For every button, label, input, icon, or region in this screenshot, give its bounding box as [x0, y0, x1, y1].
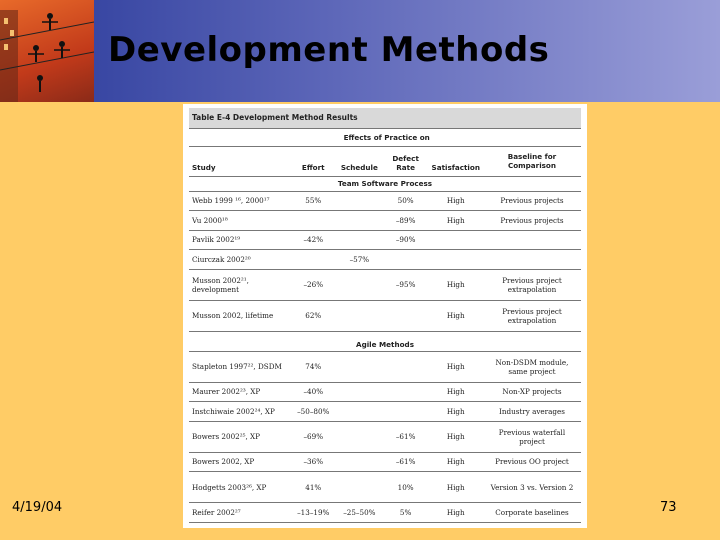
cell-satisfaction: High [429, 191, 483, 211]
cell-defect-rate [383, 402, 429, 422]
cell-effort: –36% [290, 452, 336, 472]
cell-effort: 41% [290, 472, 336, 503]
cell-study: Webb 1999 ¹⁶, 2000¹⁷ [189, 191, 290, 211]
development-method-results-table [183, 104, 587, 528]
table-row [189, 269, 581, 300]
cell-satisfaction: High [429, 300, 483, 331]
tightrope-walkers-icon [0, 0, 94, 102]
cell-baseline: Version 3 vs. Version 2 [483, 472, 581, 503]
section-row-tsp [189, 176, 581, 191]
cell-effort: –42% [290, 230, 336, 250]
cell-defect-rate: –95% [383, 269, 429, 300]
cell-baseline: Non-DSDM module, same project [483, 351, 581, 382]
cell-study: Hodgetts 2003²⁶, XP [189, 472, 290, 503]
cell-study: Vu 2000¹⁸ [189, 211, 290, 231]
page-title: Development Methods [108, 30, 550, 70]
table-row [189, 472, 581, 503]
cell-study: Reifer 2002²⁷ [189, 503, 290, 523]
cell-effort: –13–19% [290, 503, 336, 523]
column-header-defect-rate: Defect Rate [383, 146, 429, 176]
cell-baseline: Previous project extrapolation [483, 269, 581, 300]
cell-study: Musson 2002, lifetime [189, 300, 290, 331]
cell-satisfaction: High [429, 402, 483, 422]
cell-schedule [336, 421, 383, 452]
cell-defect-rate [383, 382, 429, 402]
cell-defect-rate: –61% [383, 452, 429, 472]
cell-schedule [336, 230, 383, 250]
cell-study: Bowers 2002²⁵, XP [189, 421, 290, 452]
cell-effort: –50–80% [290, 402, 336, 422]
cell-satisfaction: High [429, 269, 483, 300]
cell-effort: 74% [290, 351, 336, 382]
cell-baseline [483, 250, 581, 270]
cell-defect-rate: 50% [383, 191, 429, 211]
cell-defect-rate [383, 351, 429, 382]
column-header-effort: Effort [290, 146, 336, 176]
cell-baseline: Non-XP projects [483, 382, 581, 402]
cell-effort [290, 211, 336, 231]
effects-header: Effects of Practice on [290, 128, 482, 146]
cell-schedule [336, 382, 383, 402]
slide-header [0, 0, 720, 102]
column-header-study: Study [189, 146, 290, 176]
cell-satisfaction: High [429, 382, 483, 402]
slide-page-number: 73 [660, 500, 677, 515]
cell-defect-rate: 10% [383, 472, 429, 503]
section-title-agile: Agile Methods [189, 331, 581, 351]
cell-study: Bowers 2002, XP [189, 452, 290, 472]
cell-schedule [336, 351, 383, 382]
cell-schedule: –25–50% [336, 503, 383, 523]
cell-satisfaction: High [429, 472, 483, 503]
cell-satisfaction: High [429, 421, 483, 452]
table-row [189, 382, 581, 402]
column-header-baseline: Baseline for Comparison [483, 146, 581, 176]
table-row [189, 452, 581, 472]
column-header-row [189, 146, 581, 176]
cell-defect-rate: –89% [383, 211, 429, 231]
cell-schedule [336, 402, 383, 422]
cell-defect-rate [383, 300, 429, 331]
table-row [189, 250, 581, 270]
cell-schedule [336, 191, 383, 211]
cell-satisfaction: High [429, 452, 483, 472]
cell-baseline: Previous projects [483, 191, 581, 211]
table-row [189, 230, 581, 250]
cell-effort: 62% [290, 300, 336, 331]
cell-effort: –40% [290, 382, 336, 402]
cell-satisfaction: High [429, 503, 483, 523]
column-header-schedule: Schedule [336, 146, 383, 176]
cell-schedule [336, 269, 383, 300]
cell-study: Maurer 2002²³, XP [189, 382, 290, 402]
cell-baseline: Previous projects [483, 211, 581, 231]
cell-defect-rate: –61% [383, 421, 429, 452]
cell-schedule [336, 452, 383, 472]
cell-defect-rate: 5% [383, 503, 429, 523]
table-row [189, 351, 581, 382]
column-header-satisfaction: Satisfaction [429, 146, 483, 176]
cell-baseline: Previous OO project [483, 452, 581, 472]
table-row [189, 503, 581, 523]
cell-baseline [483, 230, 581, 250]
cell-baseline: Industry averages [483, 402, 581, 422]
cell-study: Stapleton 1997²², DSDM [189, 351, 290, 382]
cell-satisfaction: High [429, 211, 483, 231]
cell-baseline: Corporate baselines [483, 503, 581, 523]
cell-schedule [336, 472, 383, 503]
table-row [189, 421, 581, 452]
cell-study: Pavlik 2002¹⁹ [189, 230, 290, 250]
table-row [189, 191, 581, 211]
cell-satisfaction [429, 230, 483, 250]
table-caption-row [189, 108, 581, 128]
cell-study: Musson 2002²¹, development [189, 269, 290, 300]
cell-schedule [336, 300, 383, 331]
table-row [189, 402, 581, 422]
table-caption: Table E-4 Development Method Results [189, 108, 581, 128]
cell-satisfaction: High [429, 351, 483, 382]
cell-effort [290, 250, 336, 270]
section-row-agile [189, 331, 581, 351]
cell-defect-rate [383, 250, 429, 270]
cell-baseline: Previous waterfall project [483, 421, 581, 452]
cell-effort: –26% [290, 269, 336, 300]
cell-schedule [336, 211, 383, 231]
cell-satisfaction [429, 250, 483, 270]
slide-date: 4/19/04 [12, 500, 63, 515]
table-row [189, 211, 581, 231]
cell-baseline: Previous project extrapolation [483, 300, 581, 331]
cell-schedule: –57% [336, 250, 383, 270]
cell-study: Ciurczak 2002²⁰ [189, 250, 290, 270]
cell-effort: –69% [290, 421, 336, 452]
cell-effort: 55% [290, 191, 336, 211]
results-table [189, 108, 581, 523]
cell-study: Instchiwaie 2002²⁴, XP [189, 402, 290, 422]
cell-defect-rate: –90% [383, 230, 429, 250]
section-title-tsp: Team Software Process [189, 176, 581, 191]
effects-header-row [189, 128, 581, 146]
table-row [189, 300, 581, 331]
